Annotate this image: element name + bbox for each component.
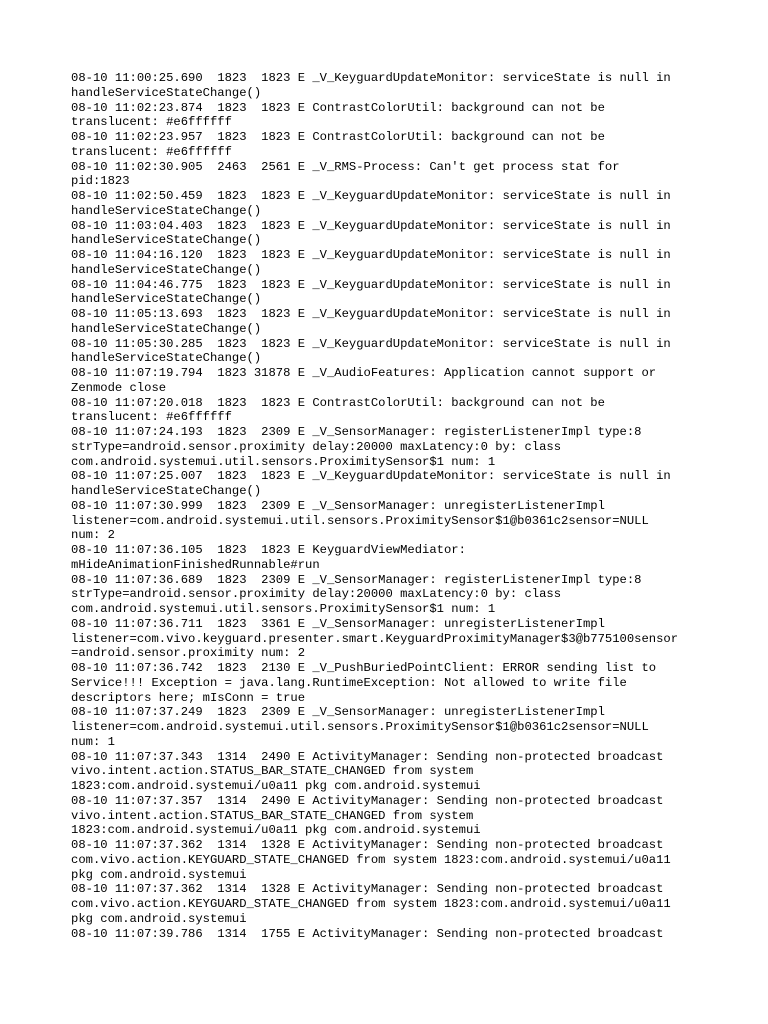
log-line: com.vivo.action.KEYGUARD_STATE_CHANGED from system 1823:com.android.systemui/u0a11 xyxy=(71,852,671,867)
log-line: 08-10 11:02:23.957 1823 1823 E ContrastColorUtil: background can not be xyxy=(71,130,605,144)
log-line: 08-10 11:07:37.357 1314 2490 E ActivityManager: Sending non-protected broadcast xyxy=(71,793,664,808)
log-line: 08-10 11:07:25.007 1823 1823 E _V_KeyguardUpdateMonitor: serviceState is null in xyxy=(71,469,671,484)
log-line: handleServiceStateChange() xyxy=(71,321,262,336)
log-line: 08-10 11:07:19.794 1823 31878 E _V_AudioFeatures: Application cannot support or xyxy=(71,366,657,380)
log-line: 08-10 11:07:36.105 1823 1823 E KeyguardViewMediator: xyxy=(71,543,466,557)
log-line: Zenmode close xyxy=(71,380,167,395)
log-line: handleServiceStateChange() xyxy=(71,351,262,366)
log-line: 08-10 11:07:36.689 1823 2309 E _V_SensorManager: registerListenerImpl type:8 xyxy=(71,572,642,587)
log-line: num: 1 xyxy=(71,734,115,749)
log-line: descriptors here; mIsConn = true xyxy=(71,690,306,705)
log-line: 08-10 11:07:24.193 1823 2309 E _V_SensorManager: registerListenerImpl type:8 xyxy=(71,425,642,439)
log-line: 08-10 11:07:20.018 1823 1823 E ContrastColorUtil: background can not be xyxy=(71,395,605,410)
log-line: listener=com.vivo.keyguard.presenter.smart.KeyguardProximityManager$3@b775100sensor xyxy=(71,631,679,646)
log-line: 08-10 11:07:37.249 1823 2309 E _V_SensorManager: unregisterListenerImpl xyxy=(71,705,605,720)
log-line: 08-10 11:07:39.786 1314 1755 E ActivityManager: Sending non-protected broadcast xyxy=(71,926,664,941)
log-line: 08-10 11:07:36.742 1823 2130 E _V_PushBuriedPointClient: ERROR sending list to xyxy=(71,661,657,675)
log-line: 08-10 11:02:23.874 1823 1823 E ContrastColorUtil: background can not be xyxy=(71,100,605,115)
log-line: strType=android.sensor.proximity delay:20000 maxLatency:0 by: class xyxy=(71,587,562,602)
log-line: 08-10 11:07:37.343 1314 2490 E ActivityManager: Sending non-protected broadcast xyxy=(71,749,664,764)
log-line: =android.sensor.proximity num: 2 xyxy=(71,646,306,661)
log-line: 08-10 11:02:50.459 1823 1823 E _V_KeyguardUpdateMonitor: serviceState is null in xyxy=(71,189,671,203)
log-line: handleServiceStateChange() xyxy=(71,484,262,498)
log-line: 08-10 11:07:37.362 1314 1328 E ActivityManager: Sending non-protected broadcast xyxy=(71,838,664,852)
log-line: handleServiceStateChange() xyxy=(71,233,262,248)
log-line: translucent: #e6ffffff xyxy=(71,144,232,159)
log-line: translucent: #e6ffffff xyxy=(71,115,232,130)
log-line: mHideAnimationFinishedRunnable#run xyxy=(71,557,320,572)
log-line: handleServiceStateChange() xyxy=(71,85,262,100)
log-line: 1823:com.android.systemui/u0a11 pkg com.android.systemui xyxy=(71,823,481,838)
log-line: 08-10 11:03:04.403 1823 1823 E _V_KeyguardUpdateMonitor: serviceState is null in xyxy=(71,218,671,233)
log-line: 08-10 11:07:36.711 1823 3361 E _V_SensorManager: unregisterListenerImpl xyxy=(71,616,605,631)
log-line: 08-10 11:02:30.905 2463 2561 E _V_RMS-Process: Can't get process stat for xyxy=(71,159,620,174)
log-line: 1823:com.android.systemui/u0a11 pkg com.android.systemui xyxy=(71,779,481,793)
log-line: 08-10 11:05:30.285 1823 1823 E _V_KeyguardUpdateMonitor: serviceState is null in xyxy=(71,336,671,351)
log-line: translucent: #e6ffffff xyxy=(71,410,232,425)
log-line: handleServiceStateChange() xyxy=(71,292,262,307)
log-line: listener=com.android.systemui.util.sensors.ProximitySensor$1@b0361c2sensor=NULL xyxy=(71,720,649,734)
log-line: com.android.systemui.util.sensors.ProximitySensor$1 num: 1 xyxy=(71,454,496,469)
log-line: vivo.intent.action.STATUS_BAR_STATE_CHANGED from system xyxy=(71,764,474,779)
log-line: listener=com.android.systemui.util.sensors.ProximitySensor$1@b0361c2sensor=NULL xyxy=(71,513,649,528)
log-line: 08-10 11:05:13.693 1823 1823 E _V_KeyguardUpdateMonitor: serviceState is null in xyxy=(71,307,671,321)
log-line: 08-10 11:07:37.362 1314 1328 E ActivityManager: Sending non-protected broadcast xyxy=(71,882,664,897)
log-line: vivo.intent.action.STATUS_BAR_STATE_CHANGED from system xyxy=(71,808,474,823)
log-line: pid:1823 xyxy=(71,174,130,189)
log-line: 08-10 11:00:25.690 1823 1823 E _V_KeyguardUpdateMonitor: serviceState is null in xyxy=(71,71,671,85)
log-line: strType=android.sensor.proximity delay:20000 maxLatency:0 by: class xyxy=(71,439,562,454)
log-document xyxy=(71,71,761,941)
log-line: com.android.systemui.util.sensors.ProximitySensor$1 num: 1 xyxy=(71,602,496,616)
log-line: com.vivo.action.KEYGUARD_STATE_CHANGED from system 1823:com.android.systemui/u0a11 xyxy=(71,897,671,911)
log-line: Service!!! Exception = java.lang.RuntimeException: Not allowed to write file xyxy=(71,675,627,690)
log-line: num: 2 xyxy=(71,528,115,543)
log-line: 08-10 11:07:30.999 1823 2309 E _V_SensorManager: unregisterListenerImpl xyxy=(71,498,605,513)
log-line: 08-10 11:04:46.775 1823 1823 E _V_KeyguardUpdateMonitor: serviceState is null in xyxy=(71,277,671,292)
log-line: handleServiceStateChange() xyxy=(71,262,262,277)
log-line: handleServiceStateChange() xyxy=(71,203,262,218)
log-line: pkg com.android.systemui xyxy=(71,911,247,926)
log-line: pkg com.android.systemui xyxy=(71,867,247,882)
log-line: 08-10 11:04:16.120 1823 1823 E _V_KeyguardUpdateMonitor: serviceState is null in xyxy=(71,248,671,262)
